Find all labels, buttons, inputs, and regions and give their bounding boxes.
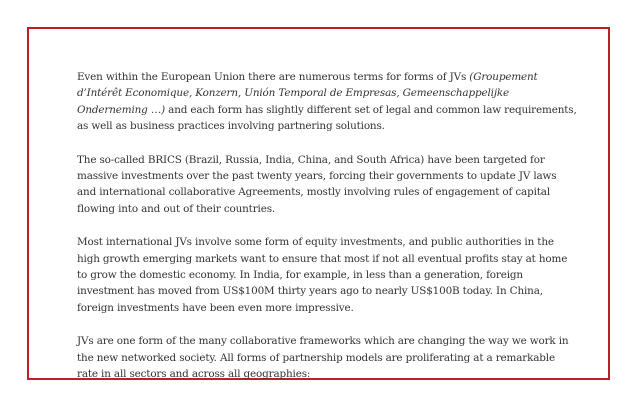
text-body	[77, 69, 577, 400]
paragraph-eu-jv-terms-end: and each form has slightly different set of legal and common law requirements, as well as business practices involving partnering solutions.	[77, 103, 577, 133]
jv-terms-list: (Groupement d’Intérêt Economique, Konzern, Unión Temporal de Empresas, Gemeenschappelijke Onderneming …)	[77, 71, 538, 116]
paragraph-equity-investments: Most international JVs involve some form of equity investments, and public authorities in the high growth emerging markets want to ensure that most if not all eventual profits stay at home to grow the domestic economy. In India, for example, in less than a generation, foreign investment has moved from US$100M thirty years ago to nearly US$100B today. In China, foreign investments have been even more impressive.	[77, 236, 568, 314]
paragraph-eu-jv-terms	[77, 69, 577, 135]
paragraph-collaborative-frameworks: JVs are one form of the many collaborative frameworks which are changing the way we work in the new networked society. All forms of partnership models are proliferating at a remarkable rate in all sectors and across all geographies:	[77, 335, 569, 381]
paragraph-eu-jv-terms-start: Even within the European Union there are numerous terms for forms of JVs	[77, 71, 470, 83]
paragraph-brics: The so-called BRICS (Brazil, Russia, India, China, and South Africa) have been targeted for massive investments over the past twenty years, forcing their governments to update JV laws and international collaborative Agreements, mostly involving rules of engagement of capital flowing into and out of their countries.	[77, 153, 557, 215]
